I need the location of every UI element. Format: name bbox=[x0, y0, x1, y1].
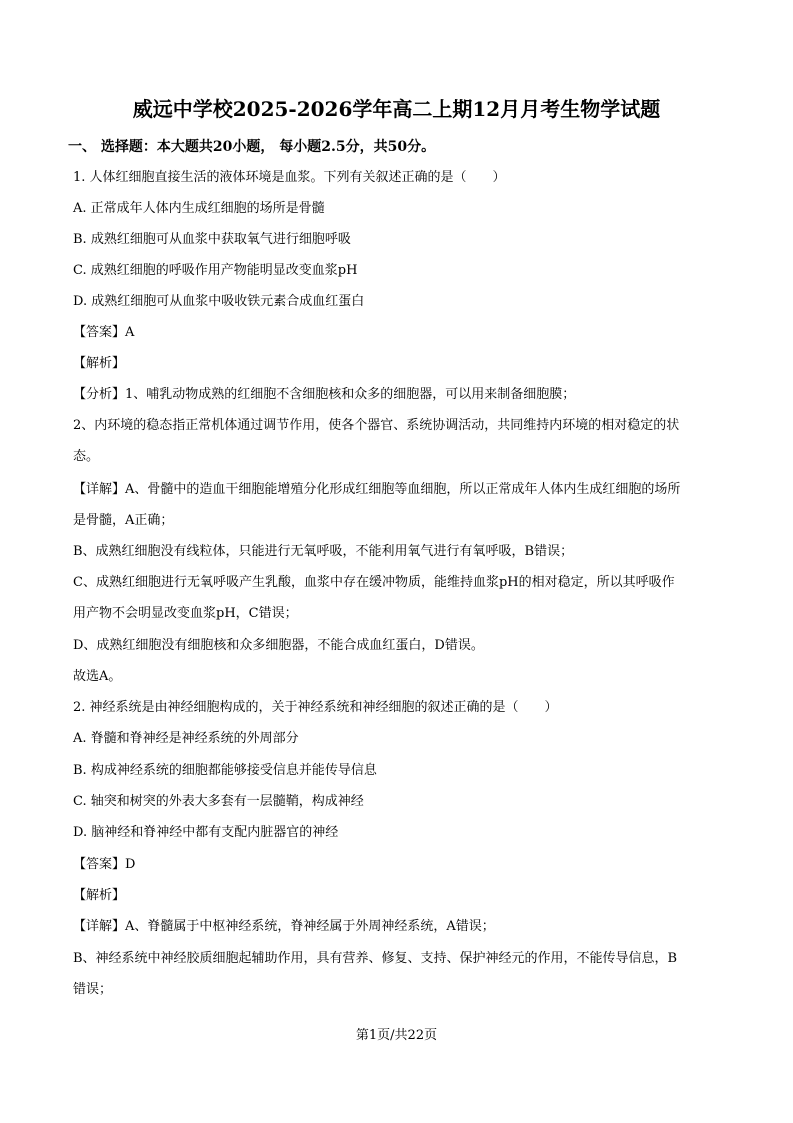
q1-xiangjie-c1: C、成熟红细胞进行无氧呼吸产生乳酸，血浆中存在缓冲物质，能维持血浆pH的相对稳定，所以其呼吸作 bbox=[73, 575, 675, 590]
q1-xiangjie-c2: 用产物不会明显改变血浆pH，C错误； bbox=[73, 606, 298, 621]
q2-answer: 【答案】D bbox=[73, 857, 136, 872]
q2-xiangjie-a: 【详解】A、脊髓属于中枢神经系统，脊神经属于外周神经系统，A错误； bbox=[73, 919, 495, 934]
q2-xiangjie-b2: 错误； bbox=[73, 982, 113, 997]
q2-option-c: C. 轴突和树突的外表大多套有一层髓鞘，构成神经 bbox=[73, 794, 364, 809]
q1-fenxi-2a: 2、内环境的稳态指正常机体通过调节作用，使各个器官、系统协调活动，共同维持内环境的相对稳定的状 bbox=[73, 418, 680, 433]
q1-fenxi-2b: 态。 bbox=[73, 449, 100, 464]
q1-xiangjie-b: B、成熟红细胞没有线粒体，只能进行无氧呼吸，不能利用氧气进行有氧呼吸，B错误； bbox=[73, 544, 574, 559]
q2-option-b: B. 构成神经系统的细胞都能够接受信息并能传导信息 bbox=[73, 763, 377, 778]
q1-xiangjie-a1: 【详解】A、骨髓中的造血干细胞能增殖分化形成红细胞等血细胞，所以正常成年人体内生成红细胞的场所 bbox=[73, 482, 681, 497]
q1-stem: 1. 人体红细胞直接生活的液体环境是血浆。下列有关叙述正确的是（ ） bbox=[73, 170, 506, 185]
q1-answer: 【答案】A bbox=[73, 325, 135, 340]
q1-option-a: A. 正常成年人体内生成红细胞的场所是骨髓 bbox=[73, 201, 325, 216]
section-heading: 一、 选择题：本大题共20小题， 每小题2.5分，共50分。 bbox=[68, 139, 436, 155]
q1-xiangjie-a2: 是骨髓，A正确； bbox=[73, 513, 174, 528]
q1-option-d: D. 成熟红细胞可从血浆中吸收铁元素合成血红蛋白 bbox=[73, 294, 365, 309]
q1-option-b: B. 成熟红细胞可从血浆中获取氧气进行细胞呼吸 bbox=[73, 232, 351, 247]
q1-analysis-label: 【解析】 bbox=[73, 356, 126, 371]
q1-option-c: C. 成熟红细胞的呼吸作用产物能明显改变血浆pH bbox=[73, 263, 358, 278]
q2-xiangjie-b1: B、神经系统中神经胶质细胞起辅助作用，具有营养、修复、支持、保护神经元的作用，不能传导信息，B bbox=[73, 951, 678, 966]
q1-xiangjie-d: D、成熟红细胞没有细胞核和众多细胞器，不能合成血红蛋白，D错误。 bbox=[73, 638, 484, 653]
q2-stem: 2. 神经系统是由神经细胞构成的，关于神经系统和神经细胞的叙述正确的是（ ） bbox=[73, 700, 558, 715]
q2-analysis-label: 【解析】 bbox=[73, 888, 126, 903]
page-title: 威远中学校2025-2026学年高二上期12月月考生物学试题 bbox=[132, 97, 661, 121]
q1-conclusion: 故选A。 bbox=[73, 669, 122, 684]
page-footer: 第1页/共22页 bbox=[355, 1028, 438, 1043]
q2-option-d: D. 脑神经和脊神经中都有支配内脏器官的神经 bbox=[73, 825, 339, 840]
q1-fenxi-1: 【分析】1、哺乳动物成熟的红细胞不含细胞核和众多的细胞器，可以用来制备细胞膜； bbox=[73, 387, 576, 402]
q2-option-a: A. 脊髓和脊神经是神经系统的外周部分 bbox=[73, 731, 299, 746]
